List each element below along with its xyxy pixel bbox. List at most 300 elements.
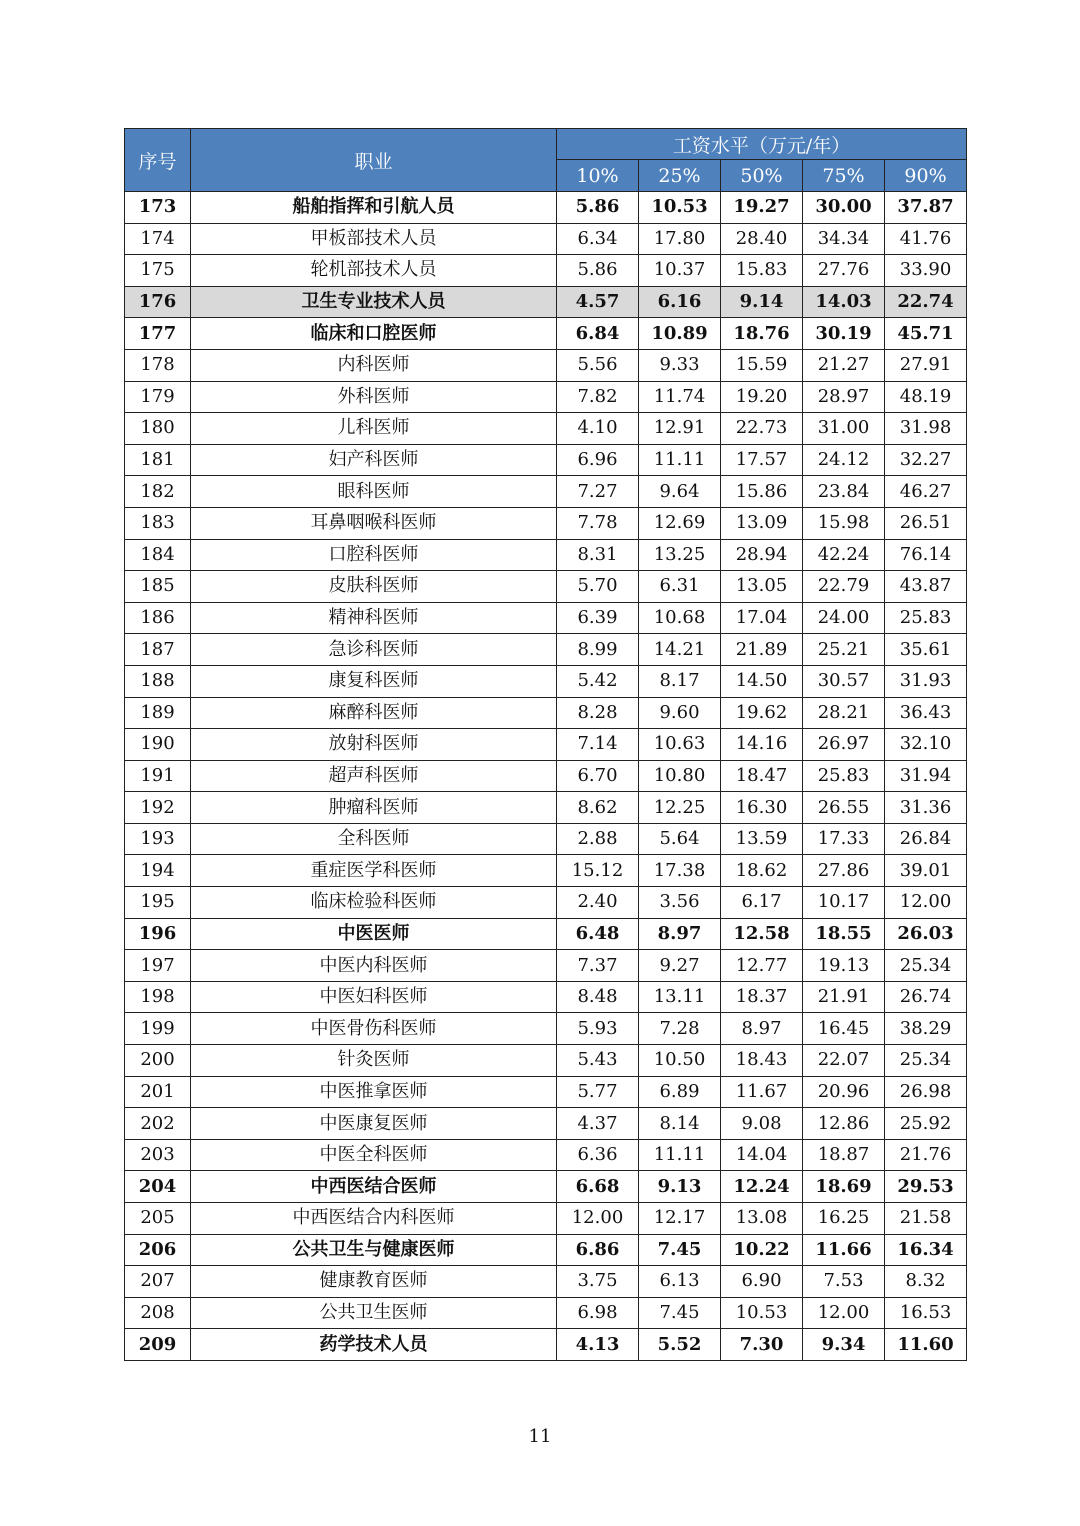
cell-index: 209 <box>125 1329 191 1361</box>
cell-p25: 7.45 <box>639 1234 721 1266</box>
cell-occupation: 船舶指挥和引航人员 <box>191 192 557 224</box>
cell-p25: 9.13 <box>639 1171 721 1203</box>
cell-p25: 10.50 <box>639 1045 721 1077</box>
cell-index: 185 <box>125 571 191 603</box>
table-row <box>125 318 967 350</box>
cell-p25: 11.11 <box>639 444 721 476</box>
table-row <box>125 1013 967 1045</box>
cell-p90: 22.74 <box>885 286 967 318</box>
cell-p75: 24.00 <box>803 602 885 634</box>
cell-p25: 11.11 <box>639 1139 721 1171</box>
cell-p75: 34.34 <box>803 223 885 255</box>
cell-index: 183 <box>125 507 191 539</box>
cell-p50: 6.90 <box>721 1266 803 1298</box>
table-row <box>125 539 967 571</box>
cell-index: 208 <box>125 1297 191 1329</box>
table-row <box>125 1297 967 1329</box>
cell-occupation: 急诊科医师 <box>191 634 557 666</box>
cell-p90: 31.98 <box>885 413 967 445</box>
cell-occupation: 皮肤科医师 <box>191 571 557 603</box>
cell-occupation: 公共卫生与健康医师 <box>191 1234 557 1266</box>
table-row <box>125 1139 967 1171</box>
cell-p75: 26.97 <box>803 729 885 761</box>
cell-p25: 9.60 <box>639 697 721 729</box>
cell-p10: 8.62 <box>557 792 639 824</box>
cell-p50: 18.76 <box>721 318 803 350</box>
table-row <box>125 792 967 824</box>
cell-p90: 26.98 <box>885 1076 967 1108</box>
table-row <box>125 571 967 603</box>
cell-p25: 9.64 <box>639 476 721 508</box>
cell-index: 203 <box>125 1139 191 1171</box>
cell-p75: 24.12 <box>803 444 885 476</box>
table-header <box>125 129 967 192</box>
cell-p75: 18.69 <box>803 1171 885 1203</box>
cell-p25: 12.69 <box>639 507 721 539</box>
table-row <box>125 918 967 950</box>
table-row <box>125 1234 967 1266</box>
cell-p10: 15.12 <box>557 855 639 887</box>
cell-p25: 12.25 <box>639 792 721 824</box>
cell-p25: 10.68 <box>639 602 721 634</box>
cell-occupation: 麻醉科医师 <box>191 697 557 729</box>
cell-p50: 16.30 <box>721 792 803 824</box>
cell-p75: 18.87 <box>803 1139 885 1171</box>
table-row <box>125 381 967 413</box>
cell-p75: 15.98 <box>803 507 885 539</box>
table-row <box>125 192 967 224</box>
cell-p50: 12.58 <box>721 918 803 950</box>
cell-index: 187 <box>125 634 191 666</box>
cell-p10: 5.86 <box>557 192 639 224</box>
cell-index: 197 <box>125 950 191 982</box>
cell-p25: 12.91 <box>639 413 721 445</box>
cell-index: 174 <box>125 223 191 255</box>
cell-p25: 6.13 <box>639 1266 721 1298</box>
table-row <box>125 981 967 1013</box>
cell-p75: 10.17 <box>803 887 885 919</box>
cell-p10: 8.31 <box>557 539 639 571</box>
cell-p75: 7.53 <box>803 1266 885 1298</box>
cell-p75: 19.13 <box>803 950 885 982</box>
header-salary-level: 工资水平（万元/年） <box>557 129 967 160</box>
cell-p90: 31.94 <box>885 760 967 792</box>
cell-occupation: 中医康复医师 <box>191 1108 557 1140</box>
cell-p50: 13.09 <box>721 507 803 539</box>
cell-occupation: 内科医师 <box>191 349 557 381</box>
cell-p90: 37.87 <box>885 192 967 224</box>
cell-p50: 15.83 <box>721 255 803 287</box>
cell-p75: 25.21 <box>803 634 885 666</box>
table-row <box>125 823 967 855</box>
cell-p10: 4.10 <box>557 413 639 445</box>
cell-p50: 10.53 <box>721 1297 803 1329</box>
table-body <box>125 192 967 1361</box>
cell-p25: 9.33 <box>639 349 721 381</box>
cell-p75: 30.19 <box>803 318 885 350</box>
cell-occupation: 眼科医师 <box>191 476 557 508</box>
cell-p75: 16.45 <box>803 1013 885 1045</box>
cell-occupation: 中医骨伤科医师 <box>191 1013 557 1045</box>
cell-p75: 21.91 <box>803 981 885 1013</box>
cell-p75: 26.55 <box>803 792 885 824</box>
cell-p90: 25.34 <box>885 1045 967 1077</box>
cell-occupation: 口腔科医师 <box>191 539 557 571</box>
cell-p90: 35.61 <box>885 634 967 666</box>
cell-p75: 20.96 <box>803 1076 885 1108</box>
cell-p50: 28.94 <box>721 539 803 571</box>
table-row <box>125 1076 967 1108</box>
cell-p50: 12.24 <box>721 1171 803 1203</box>
cell-p75: 30.00 <box>803 192 885 224</box>
cell-index: 175 <box>125 255 191 287</box>
cell-index: 193 <box>125 823 191 855</box>
table-row <box>125 634 967 666</box>
cell-p10: 5.43 <box>557 1045 639 1077</box>
cell-index: 177 <box>125 318 191 350</box>
cell-p10: 6.48 <box>557 918 639 950</box>
cell-p50: 10.22 <box>721 1234 803 1266</box>
cell-p50: 18.43 <box>721 1045 803 1077</box>
cell-p50: 13.08 <box>721 1203 803 1235</box>
table-row <box>125 223 967 255</box>
cell-p25: 17.80 <box>639 223 721 255</box>
cell-occupation: 精神科医师 <box>191 602 557 634</box>
cell-index: 178 <box>125 349 191 381</box>
cell-occupation: 临床检验科医师 <box>191 887 557 919</box>
cell-p50: 18.62 <box>721 855 803 887</box>
cell-p25: 6.31 <box>639 571 721 603</box>
cell-p75: 9.34 <box>803 1329 885 1361</box>
cell-index: 173 <box>125 192 191 224</box>
cell-occupation: 中医内科医师 <box>191 950 557 982</box>
cell-p10: 6.70 <box>557 760 639 792</box>
cell-p75: 11.66 <box>803 1234 885 1266</box>
cell-index: 205 <box>125 1203 191 1235</box>
cell-p75: 14.03 <box>803 286 885 318</box>
cell-index: 186 <box>125 602 191 634</box>
cell-p90: 45.71 <box>885 318 967 350</box>
cell-p25: 10.80 <box>639 760 721 792</box>
table-row <box>125 1108 967 1140</box>
cell-p50: 12.77 <box>721 950 803 982</box>
cell-p75: 42.24 <box>803 539 885 571</box>
cell-p25: 11.74 <box>639 381 721 413</box>
cell-p25: 6.89 <box>639 1076 721 1108</box>
cell-p50: 19.62 <box>721 697 803 729</box>
cell-occupation: 康复科医师 <box>191 665 557 697</box>
cell-p75: 22.79 <box>803 571 885 603</box>
cell-occupation: 药学技术人员 <box>191 1329 557 1361</box>
cell-p50: 9.14 <box>721 286 803 318</box>
cell-index: 195 <box>125 887 191 919</box>
cell-p75: 12.00 <box>803 1297 885 1329</box>
cell-p90: 25.34 <box>885 950 967 982</box>
cell-p75: 30.57 <box>803 665 885 697</box>
cell-p10: 7.14 <box>557 729 639 761</box>
cell-occupation: 耳鼻咽喉科医师 <box>191 507 557 539</box>
cell-occupation: 儿科医师 <box>191 413 557 445</box>
cell-p75: 31.00 <box>803 413 885 445</box>
cell-p90: 26.51 <box>885 507 967 539</box>
cell-p25: 5.52 <box>639 1329 721 1361</box>
page-number: 11 <box>528 1426 552 1447</box>
cell-index: 200 <box>125 1045 191 1077</box>
cell-p50: 7.30 <box>721 1329 803 1361</box>
cell-p90: 25.83 <box>885 602 967 634</box>
cell-p90: 43.87 <box>885 571 967 603</box>
cell-p10: 6.96 <box>557 444 639 476</box>
cell-p50: 28.40 <box>721 223 803 255</box>
cell-p90: 16.53 <box>885 1297 967 1329</box>
cell-p10: 6.39 <box>557 602 639 634</box>
cell-p90: 8.32 <box>885 1266 967 1298</box>
table-row <box>125 887 967 919</box>
table-row <box>125 729 967 761</box>
cell-p90: 26.84 <box>885 823 967 855</box>
header-occupation: 职业 <box>191 129 557 192</box>
header-p25: 25% <box>639 160 721 192</box>
cell-p10: 6.68 <box>557 1171 639 1203</box>
cell-index: 201 <box>125 1076 191 1108</box>
table-row <box>125 665 967 697</box>
table-row <box>125 349 967 381</box>
cell-occupation: 针灸医师 <box>191 1045 557 1077</box>
cell-p50: 19.20 <box>721 381 803 413</box>
cell-p25: 7.45 <box>639 1297 721 1329</box>
cell-p25: 3.56 <box>639 887 721 919</box>
cell-p90: 76.14 <box>885 539 967 571</box>
cell-occupation: 全科医师 <box>191 823 557 855</box>
cell-p50: 19.27 <box>721 192 803 224</box>
cell-p90: 32.27 <box>885 444 967 476</box>
cell-index: 190 <box>125 729 191 761</box>
cell-index: 184 <box>125 539 191 571</box>
cell-p25: 6.16 <box>639 286 721 318</box>
cell-p50: 17.04 <box>721 602 803 634</box>
cell-p10: 6.86 <box>557 1234 639 1266</box>
cell-p25: 10.37 <box>639 255 721 287</box>
cell-p10: 5.93 <box>557 1013 639 1045</box>
cell-occupation: 卫生专业技术人员 <box>191 286 557 318</box>
cell-p50: 6.17 <box>721 887 803 919</box>
table-row <box>125 413 967 445</box>
cell-p10: 4.57 <box>557 286 639 318</box>
cell-p10: 12.00 <box>557 1203 639 1235</box>
cell-index: 180 <box>125 413 191 445</box>
cell-p90: 26.74 <box>885 981 967 1013</box>
cell-p75: 16.25 <box>803 1203 885 1235</box>
cell-p90: 25.92 <box>885 1108 967 1140</box>
cell-index: 207 <box>125 1266 191 1298</box>
cell-occupation: 中医妇科医师 <box>191 981 557 1013</box>
cell-occupation: 超声科医师 <box>191 760 557 792</box>
cell-p25: 13.25 <box>639 539 721 571</box>
cell-p90: 31.93 <box>885 665 967 697</box>
cell-index: 192 <box>125 792 191 824</box>
cell-occupation: 公共卫生医师 <box>191 1297 557 1329</box>
cell-index: 181 <box>125 444 191 476</box>
cell-p25: 10.63 <box>639 729 721 761</box>
cell-p10: 2.88 <box>557 823 639 855</box>
cell-p90: 16.34 <box>885 1234 967 1266</box>
cell-p50: 15.59 <box>721 349 803 381</box>
cell-p10: 8.28 <box>557 697 639 729</box>
cell-p10: 5.70 <box>557 571 639 603</box>
cell-p50: 17.57 <box>721 444 803 476</box>
cell-p50: 13.59 <box>721 823 803 855</box>
table-row <box>125 286 967 318</box>
cell-p75: 18.55 <box>803 918 885 950</box>
table-row <box>125 697 967 729</box>
cell-p10: 5.42 <box>557 665 639 697</box>
table-row <box>125 1171 967 1203</box>
cell-p50: 21.89 <box>721 634 803 666</box>
cell-index: 204 <box>125 1171 191 1203</box>
cell-p10: 8.48 <box>557 981 639 1013</box>
cell-p50: 18.47 <box>721 760 803 792</box>
cell-occupation: 中西医结合医师 <box>191 1171 557 1203</box>
cell-p50: 22.73 <box>721 413 803 445</box>
cell-occupation: 中医医师 <box>191 918 557 950</box>
cell-index: 188 <box>125 665 191 697</box>
cell-p75: 22.07 <box>803 1045 885 1077</box>
cell-p10: 5.86 <box>557 255 639 287</box>
cell-p10: 3.75 <box>557 1266 639 1298</box>
cell-p50: 13.05 <box>721 571 803 603</box>
table-row <box>125 1203 967 1235</box>
cell-p25: 10.89 <box>639 318 721 350</box>
table-row <box>125 1045 967 1077</box>
cell-p10: 6.34 <box>557 223 639 255</box>
table-row <box>125 760 967 792</box>
header-p75: 75% <box>803 160 885 192</box>
cell-occupation: 健康教育医师 <box>191 1266 557 1298</box>
cell-p90: 32.10 <box>885 729 967 761</box>
cell-occupation: 临床和口腔医师 <box>191 318 557 350</box>
cell-p90: 41.76 <box>885 223 967 255</box>
cell-p90: 31.36 <box>885 792 967 824</box>
cell-p90: 39.01 <box>885 855 967 887</box>
cell-index: 182 <box>125 476 191 508</box>
cell-p90: 21.58 <box>885 1203 967 1235</box>
cell-p50: 11.67 <box>721 1076 803 1108</box>
cell-index: 191 <box>125 760 191 792</box>
cell-p90: 33.90 <box>885 255 967 287</box>
cell-occupation: 甲板部技术人员 <box>191 223 557 255</box>
cell-index: 194 <box>125 855 191 887</box>
cell-p50: 14.04 <box>721 1139 803 1171</box>
table-row <box>125 950 967 982</box>
cell-p75: 28.21 <box>803 697 885 729</box>
cell-occupation: 轮机部技术人员 <box>191 255 557 287</box>
table-row <box>125 255 967 287</box>
cell-p10: 6.36 <box>557 1139 639 1171</box>
cell-p10: 5.56 <box>557 349 639 381</box>
cell-index: 176 <box>125 286 191 318</box>
cell-p75: 27.86 <box>803 855 885 887</box>
header-p10: 10% <box>557 160 639 192</box>
cell-p10: 7.27 <box>557 476 639 508</box>
cell-occupation: 中医全科医师 <box>191 1139 557 1171</box>
cell-index: 202 <box>125 1108 191 1140</box>
cell-p50: 8.97 <box>721 1013 803 1045</box>
cell-p50: 15.86 <box>721 476 803 508</box>
cell-occupation: 妇产科医师 <box>191 444 557 476</box>
cell-p90: 12.00 <box>885 887 967 919</box>
cell-p90: 46.27 <box>885 476 967 508</box>
cell-p75: 27.76 <box>803 255 885 287</box>
cell-p50: 14.50 <box>721 665 803 697</box>
cell-p25: 8.17 <box>639 665 721 697</box>
table-row <box>125 855 967 887</box>
cell-p90: 48.19 <box>885 381 967 413</box>
salary-table <box>124 128 967 1361</box>
cell-p10: 2.40 <box>557 887 639 919</box>
cell-occupation: 放射科医师 <box>191 729 557 761</box>
header-p50: 50% <box>721 160 803 192</box>
cell-index: 199 <box>125 1013 191 1045</box>
cell-p90: 36.43 <box>885 697 967 729</box>
cell-p90: 26.03 <box>885 918 967 950</box>
cell-p75: 12.86 <box>803 1108 885 1140</box>
cell-occupation: 重症医学科医师 <box>191 855 557 887</box>
cell-p25: 8.14 <box>639 1108 721 1140</box>
cell-p25: 13.11 <box>639 981 721 1013</box>
cell-p75: 21.27 <box>803 349 885 381</box>
cell-p10: 8.99 <box>557 634 639 666</box>
cell-p50: 18.37 <box>721 981 803 1013</box>
cell-index: 179 <box>125 381 191 413</box>
cell-occupation: 中医推拿医师 <box>191 1076 557 1108</box>
cell-p25: 9.27 <box>639 950 721 982</box>
cell-index: 206 <box>125 1234 191 1266</box>
table-row <box>125 602 967 634</box>
cell-p10: 5.77 <box>557 1076 639 1108</box>
table-row <box>125 1266 967 1298</box>
cell-p90: 27.91 <box>885 349 967 381</box>
cell-p10: 6.84 <box>557 318 639 350</box>
cell-occupation: 肿瘤科医师 <box>191 792 557 824</box>
cell-p25: 8.97 <box>639 918 721 950</box>
cell-index: 198 <box>125 981 191 1013</box>
cell-p90: 38.29 <box>885 1013 967 1045</box>
cell-p25: 5.64 <box>639 823 721 855</box>
cell-p10: 7.82 <box>557 381 639 413</box>
cell-p90: 21.76 <box>885 1139 967 1171</box>
header-p90: 90% <box>885 160 967 192</box>
cell-p25: 12.17 <box>639 1203 721 1235</box>
cell-p10: 7.37 <box>557 950 639 982</box>
table-row <box>125 444 967 476</box>
cell-p75: 23.84 <box>803 476 885 508</box>
cell-occupation: 外科医师 <box>191 381 557 413</box>
cell-p10: 4.13 <box>557 1329 639 1361</box>
cell-p90: 11.60 <box>885 1329 967 1361</box>
cell-p50: 14.16 <box>721 729 803 761</box>
cell-p25: 17.38 <box>639 855 721 887</box>
header-index: 序号 <box>125 129 191 192</box>
cell-p10: 6.98 <box>557 1297 639 1329</box>
table-row <box>125 507 967 539</box>
cell-index: 196 <box>125 918 191 950</box>
cell-occupation: 中西医结合内科医师 <box>191 1203 557 1235</box>
cell-p75: 25.83 <box>803 760 885 792</box>
cell-index: 189 <box>125 697 191 729</box>
cell-p50: 9.08 <box>721 1108 803 1140</box>
cell-p90: 29.53 <box>885 1171 967 1203</box>
cell-p10: 4.37 <box>557 1108 639 1140</box>
